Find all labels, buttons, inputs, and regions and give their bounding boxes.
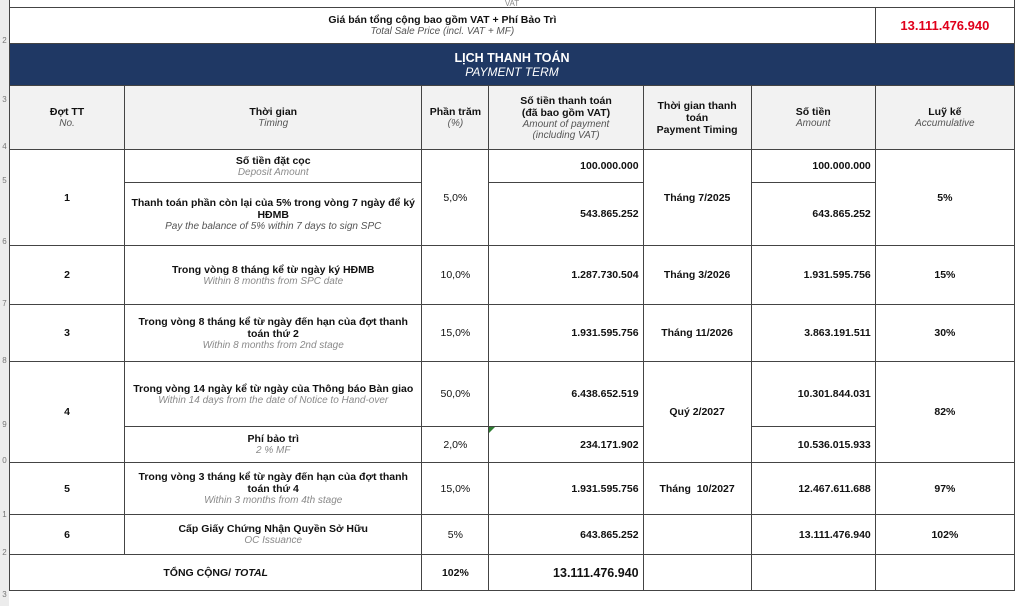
header-payment-timing[interactable] — [643, 86, 751, 150]
cell-amount[interactable]: 1.287.730.504 — [489, 246, 643, 305]
table-row — [10, 463, 1015, 515]
header-percent-en: (%) — [447, 118, 464, 129]
total-empty-cell[interactable] — [643, 555, 751, 591]
cell-description[interactable] — [125, 427, 422, 463]
header-acc-en: Accumulative — [915, 118, 975, 129]
header-sum-vi: Số tiền — [795, 106, 831, 118]
description-vi: Trong vòng 8 tháng kể từ ngày ký HĐMB — [171, 263, 375, 276]
header-no-en: No. — [59, 118, 75, 129]
description-en: Deposit Amount — [237, 166, 309, 178]
header-amount-vi-1: Số tiền thanh toán — [520, 94, 612, 107]
cell-payment-timing[interactable]: Tháng 7/2025 — [643, 150, 751, 246]
row-number[interactable]: 0 — [2, 456, 7, 465]
cell-accumulative[interactable]: 5% — [875, 150, 1014, 246]
table-row — [10, 183, 1015, 246]
cell-percent[interactable]: 5% — [422, 515, 489, 555]
cell-sum[interactable]: 1.931.595.756 — [751, 246, 875, 305]
total-price-label-en: Total Sale Price (incl. VAT + MF) — [370, 26, 515, 37]
cell-description[interactable] — [125, 150, 422, 183]
description-vi: Trong vòng 14 ngày kể từ ngày của Thông báo Bàn giao — [133, 382, 414, 395]
header-accumulative[interactable] — [875, 86, 1014, 150]
description-vi: Trong vòng 8 tháng kể từ ngày đến hạn của đợt thanh toán thứ 2 — [138, 315, 408, 340]
header-percent-vi: Phần trăm — [429, 106, 482, 118]
row-number[interactable]: 6 — [2, 237, 7, 246]
header-timing-en: Timing — [258, 118, 289, 129]
header-amount[interactable] — [489, 86, 643, 150]
cell-sum[interactable]: 100.000.000 — [751, 150, 875, 183]
description-vi: Trong vòng 3 tháng kể từ ngày đến hạn của đợt thanh toán thứ 4 — [138, 471, 408, 495]
table-row — [10, 246, 1015, 305]
cell-no[interactable]: 3 — [10, 305, 125, 362]
header-sum-en: Amount — [795, 118, 831, 129]
cell-accumulative[interactable]: 15% — [875, 246, 1014, 305]
banner-title-vi: LỊCH THANH TOÁN — [454, 50, 570, 65]
row-number[interactable]: 8 — [2, 356, 7, 365]
cell-description[interactable] — [125, 183, 422, 246]
header-amount-en-2: (including VAT) — [532, 129, 600, 141]
total-price-value-cell[interactable] — [875, 8, 1014, 44]
header-percent[interactable] — [422, 86, 489, 150]
description-en: OC Issuance — [244, 535, 303, 546]
cell-sum[interactable]: 12.467.611.688 — [751, 463, 875, 515]
description-en: Within 8 months from 2nd stage — [202, 339, 344, 351]
cell-accumulative[interactable]: 82% — [875, 362, 1014, 463]
total-price-value: 13.111.476.940 — [900, 18, 990, 33]
header-acc-vi: Luỹ kế — [928, 106, 962, 118]
description-vi: Thanh toán phần còn lại của 5% trong vòng 7 ngày để ký HĐMB — [131, 196, 415, 221]
header-ptiming-vi: Thời gian thanh toán — [657, 99, 737, 124]
table-row — [10, 427, 1015, 463]
cell-accumulative[interactable]: 102% — [875, 515, 1014, 555]
cell-no[interactable]: 5 — [10, 463, 125, 515]
cell-percent[interactable]: 10,0% — [422, 246, 489, 305]
total-price-label-cell[interactable] — [10, 8, 876, 44]
cell-description[interactable] — [125, 305, 422, 362]
cell-amount[interactable]: 643.865.252 — [489, 515, 643, 555]
cell-percent[interactable]: 2,0% — [422, 427, 489, 463]
row-number[interactable]: 4 — [2, 142, 7, 151]
description-en: Within 3 months from 4th stage — [204, 495, 343, 506]
payment-table — [9, 0, 1015, 591]
header-timing[interactable] — [125, 86, 422, 150]
cell-amount[interactable]: 543.865.252 — [489, 183, 643, 246]
cell-sum[interactable]: 3.863.191.511 — [751, 305, 875, 362]
description-vi: Cấp Giấy Chứng Nhận Quyền Sở Hữu — [178, 523, 368, 535]
table-row — [10, 150, 1015, 183]
total-amount[interactable]: 13.111.476.940 — [489, 555, 643, 591]
cell-amount[interactable]: 1.931.595.756 — [489, 305, 643, 362]
cell-amount[interactable]: 100.000.000 — [489, 150, 643, 183]
description-en: 2 % MF — [256, 445, 291, 456]
cell-payment-timing[interactable]: Tháng 10/2027 — [643, 463, 751, 515]
cell-payment-timing[interactable]: Quý 2/2027 — [643, 362, 751, 463]
row-number[interactable]: 5 — [2, 176, 7, 185]
cell-no[interactable]: 1 — [10, 150, 125, 246]
cell-description[interactable] — [125, 362, 422, 427]
total-empty-cell[interactable] — [751, 555, 875, 591]
cell-no[interactable]: 4 — [10, 362, 125, 463]
cell-sum[interactable]: 643.865.252 — [751, 183, 875, 246]
total-percent[interactable]: 102% — [422, 555, 489, 591]
total-empty-cell[interactable] — [875, 555, 1014, 591]
total-label-en: TOTAL — [233, 566, 268, 579]
row-number-gutter — [0, 0, 9, 606]
cut-off-row[interactable] — [10, 0, 1015, 8]
header-no[interactable] — [10, 86, 125, 150]
row-number[interactable]: 9 — [2, 420, 7, 429]
cut-off-text: VAT — [504, 0, 520, 8]
total-row — [10, 555, 1015, 591]
cell-percent[interactable]: 15,0% — [422, 305, 489, 362]
cell-sum[interactable]: 10.536.015.933 — [751, 427, 875, 463]
cell-sum[interactable]: 10.301.844.031 — [751, 362, 875, 427]
row-number[interactable]: 2 — [2, 548, 7, 557]
cell-payment-timing[interactable] — [643, 515, 751, 555]
row-number[interactable]: 7 — [2, 299, 7, 308]
cell-percent[interactable]: 5,0% — [422, 150, 489, 246]
header-amount-en-1: Amount of payment — [522, 118, 610, 130]
total-label-vi: TỔNG CỘNG/ — [163, 566, 234, 579]
cell-amount[interactable]: 1.931.595.756 — [489, 463, 643, 515]
cell-accumulative[interactable]: 97% — [875, 463, 1014, 515]
cell-description[interactable] — [125, 246, 422, 305]
payment-term-banner[interactable] — [10, 44, 1015, 86]
banner-title-en: PAYMENT TERM — [465, 64, 559, 79]
cell-percent[interactable]: 50,0% — [422, 362, 489, 427]
table-row — [10, 515, 1015, 555]
description-vi: Số tiền đặt cọc — [235, 154, 311, 167]
cell-no[interactable]: 6 — [10, 515, 125, 555]
header-ptiming-en: Payment Timing — [656, 123, 738, 136]
cell-payment-timing[interactable]: Tháng 11/2026 — [643, 305, 751, 362]
row-number[interactable]: 3 — [2, 95, 7, 104]
total-price-label-vi: Giá bán tổng cộng bao gồm VAT + Phí Bảo Trì — [328, 14, 557, 26]
cell-no[interactable]: 2 — [10, 246, 125, 305]
header-amount-vi-2: (đã bao gồm VAT) — [521, 106, 611, 119]
description-en: Within 8 months from SPC date — [203, 275, 344, 287]
description-en: Within 14 days from the date of Notice to Hand-over — [158, 394, 389, 406]
header-sum[interactable] — [751, 86, 875, 150]
row-number[interactable]: 2 — [2, 36, 7, 45]
table-row — [10, 362, 1015, 427]
total-label-cell[interactable] — [10, 555, 422, 591]
cell-accumulative[interactable]: 30% — [875, 305, 1014, 362]
cell-amount[interactable]: 234.171.902 — [489, 427, 643, 463]
cell-percent[interactable]: 15,0% — [422, 463, 489, 515]
description-en: Pay the balance of 5% within 7 days to sign SPC — [165, 220, 382, 232]
header-timing-vi: Thời gian — [249, 106, 298, 118]
cell-description[interactable] — [125, 463, 422, 515]
cell-payment-timing[interactable]: Tháng 3/2026 — [643, 246, 751, 305]
row-number[interactable]: 1 — [2, 510, 7, 519]
description-vi: Phí bảo trì — [247, 433, 299, 445]
cell-amount[interactable]: 6.438.652.519 — [489, 362, 643, 427]
header-no-vi: Đợt TT — [49, 106, 85, 118]
row-number[interactable]: 3 — [2, 590, 7, 599]
cell-sum[interactable]: 13.111.476.940 — [751, 515, 875, 555]
cell-description[interactable] — [125, 515, 422, 555]
table-row — [10, 305, 1015, 362]
